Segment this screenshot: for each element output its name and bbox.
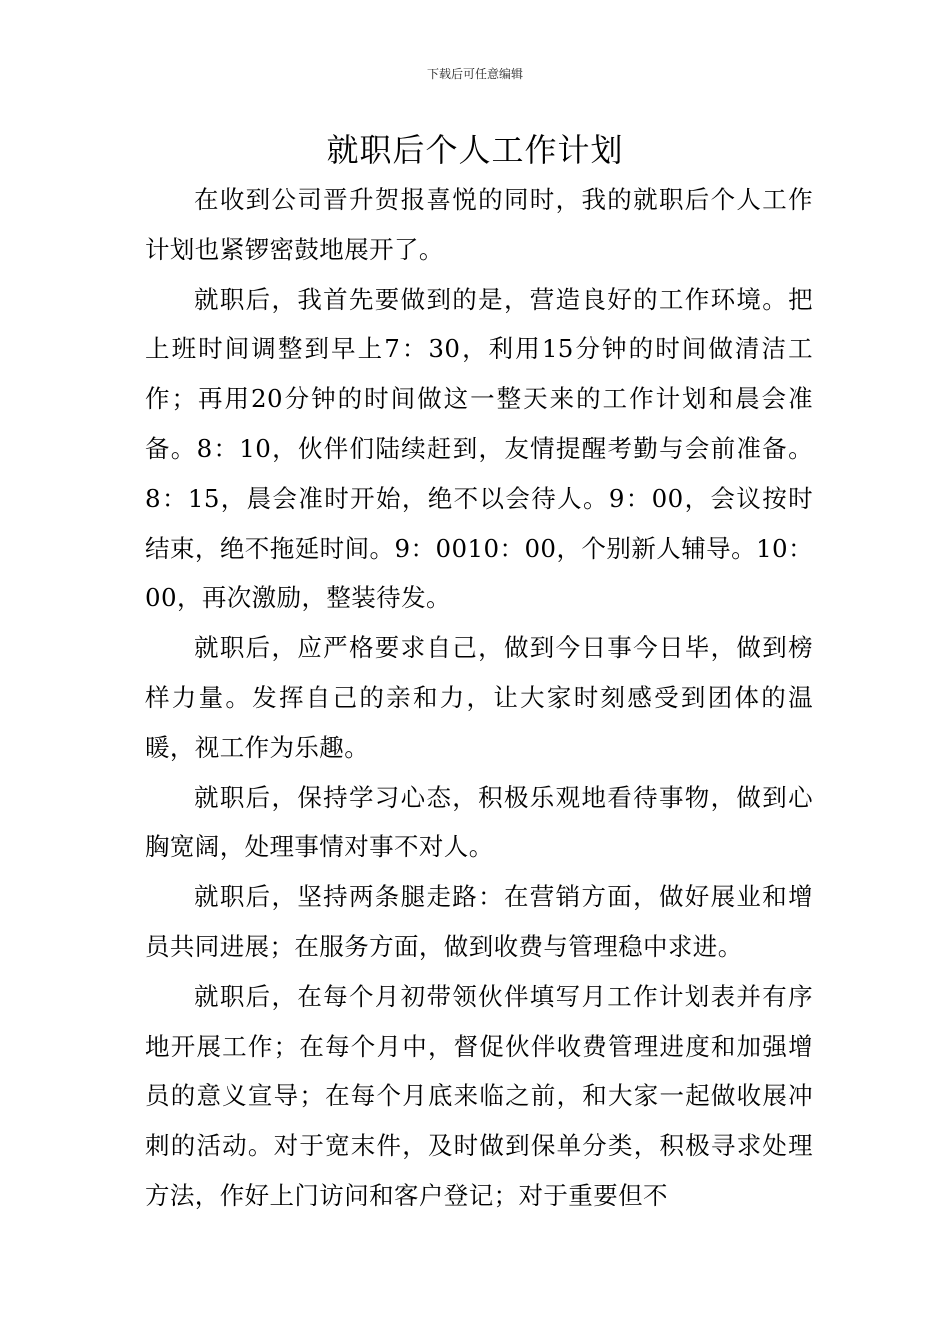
header-note: 下载后可任意编辑 [426,67,523,81]
paragraph-work-environment: 就职后，我首先要做到的是，营造良好的工作环境。把上班时间调整到早上7：30，利用15分钟的时间做清洁工作；再用20分钟的时间做这一整天来的工作计划和晨会准备。8：10，伙伴们陆续赶到，友情提醒考勤与会前准备。8：15，晨会准时开始，绝不以会待人。9：00，会议按时结束，绝不拖延时间。9：0010：00，个别新人辅导。10：00，再次激励，整装待发。 [145,284,813,613]
document-body [145,175,813,1221]
paragraph-self-discipline: 就职后，应严格要求自己，做到今日事今日毕，做到榜样力量。发挥自己的亲和力，让大家时刻感受到团体的温暖，视工作为乐趣。 [145,633,813,762]
document-title: 就职后个人工作计划 [326,131,624,169]
paragraph-monthly-plan: 就职后，在每个月初带领伙伴填写月工作计划表并有序地开展工作；在每个月中，督促伙伴收费管理进度和加强增员的意义宣导；在每个月底来临之前，和大家一起做收展冲刺的活动。对于宽末件，及时做到保单分类，积极寻求处理方法，作好上门访问和客户登记；对于重要但不 [145,981,813,1210]
paragraph-two-approaches: 就职后，坚持两条腿走路：在营销方面，做好展业和增员共同进展；在服务方面，做到收费与管理稳中求进。 [145,882,813,961]
paragraph-intro: 在收到公司晋升贺报喜悦的同时，我的就职后个人工作计划也紧锣密鼓地展开了。 [145,185,813,264]
paragraph-learning-attitude: 就职后，保持学习心态，积极乐观地看待事物，做到心胸宽阔，处理事情对事不对人。 [145,782,813,862]
